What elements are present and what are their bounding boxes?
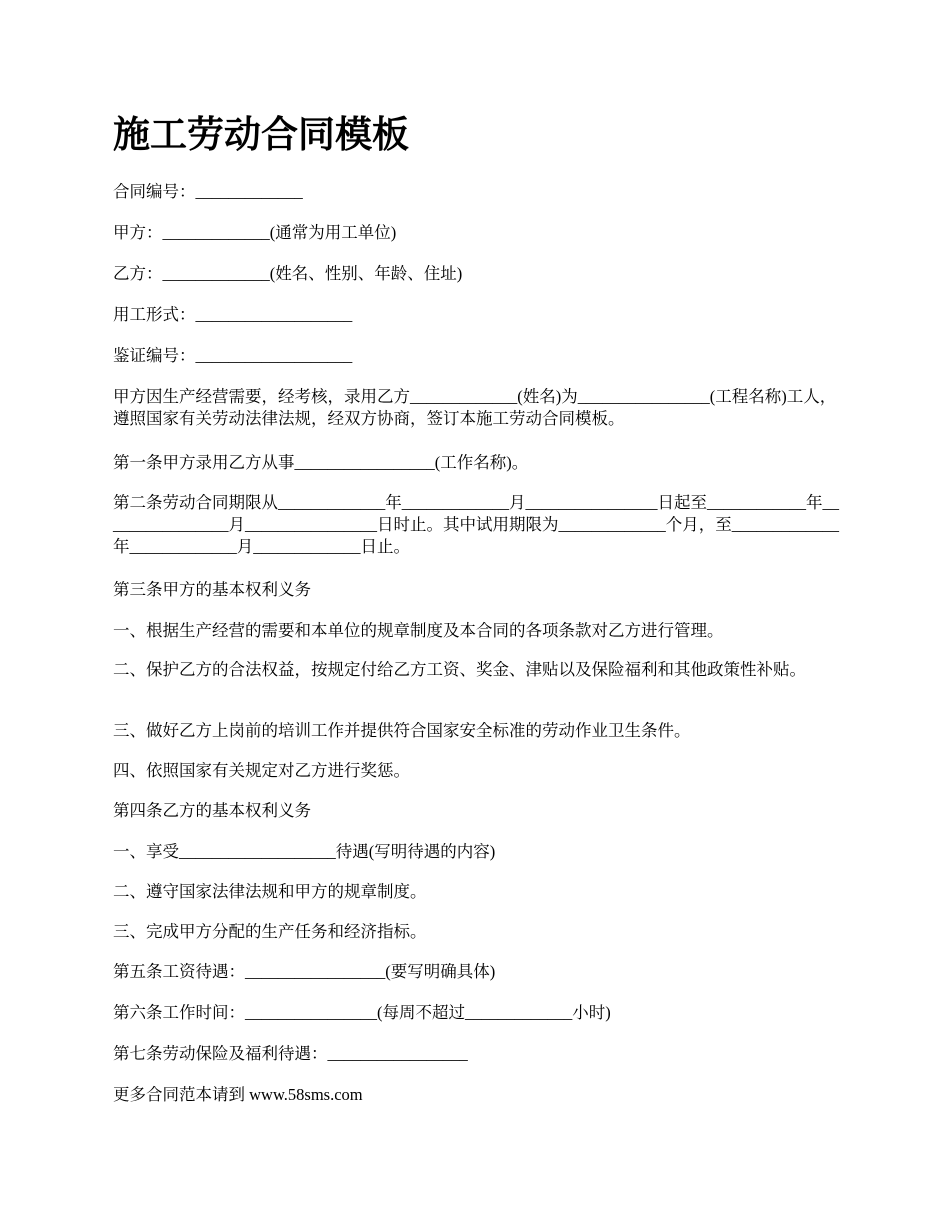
- article-5: 第五条工资待遇：_________________(要写明确具体): [113, 962, 496, 981]
- article-6: 第六条工作时间：________________(每周不超过_____________小时): [113, 1003, 611, 1022]
- article-4-item-1: 一、享受___________________待遇(写明待遇的内容): [113, 842, 496, 861]
- contract-number-line: 合同编号：_____________: [113, 182, 303, 201]
- certification-number-line: 鉴证编号：___________________: [113, 346, 353, 365]
- page-title: 施工劳动合同模板: [113, 115, 409, 156]
- preamble-paragraph: 甲方因生产经营需要，经考核，录用乙方_____________(姓名)为________________(工程名称)工人，遵照国家有关劳动法律法规，经双方协商，签订本施工劳动合同模板。: [113, 387, 837, 428]
- article-3-item-4: 四、依照国家有关规定对乙方进行奖惩。: [113, 761, 410, 780]
- article-4-item-2: 二、遵守国家法律法规和甲方的规章制度。: [113, 882, 427, 901]
- party-a-line: 甲方：_____________(通常为用工单位): [113, 223, 397, 242]
- article-3-item-2: 二、保护乙方的合法权益，按规定付给乙方工资、奖金、津贴以及保险福利和其他政策性补贴。: [113, 660, 806, 679]
- article-3-item-1: 一、根据生产经营的需要和本单位的规章制度及本合同的各项条款对乙方进行管理。: [113, 621, 724, 640]
- article-2: 第二条劳动合同期限从_____________年_____________月________________日起至____________年________________月________________日时止。其中试用期限为_____________个月，至_____________年_____________月_____________日止。: [113, 493, 839, 556]
- article-4-item-3: 三、完成甲方分配的生产任务和经济指标。: [113, 922, 427, 941]
- footer-note: 更多合同范本请到 www.58sms.com: [113, 1085, 363, 1104]
- article-1: 第一条甲方录用乙方从事_________________(工作名称)。: [113, 453, 529, 472]
- article-7: 第七条劳动保险及福利待遇：_________________: [113, 1044, 468, 1063]
- article-3-heading: 第三条甲方的基本权利义务: [113, 580, 311, 599]
- party-b-line: 乙方：_____________(姓名、性别、年龄、住址): [113, 264, 463, 283]
- article-3-item-3: 三、做好乙方上岗前的培训工作并提供符合国家安全标准的劳动作业卫生条件。: [113, 721, 691, 740]
- article-4-heading: 第四条乙方的基本权利义务: [113, 801, 311, 820]
- employment-form-line: 用工形式：___________________: [113, 305, 353, 324]
